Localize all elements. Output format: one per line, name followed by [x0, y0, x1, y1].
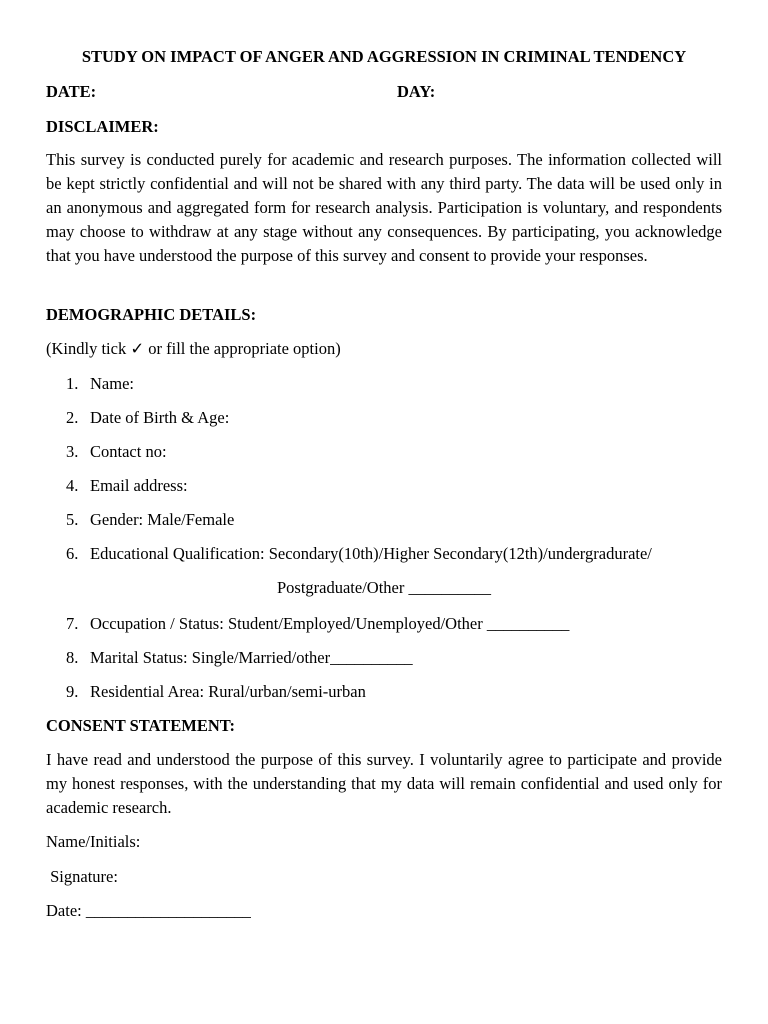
item-6-continuation: Postgraduate/Other __________	[276, 578, 491, 597]
item-text: Residential Area: Rural/urban/semi-urban	[90, 682, 366, 701]
item-text: Gender: Male/Female	[90, 510, 235, 529]
item-text: Contact no:	[90, 442, 167, 461]
list-item	[66, 408, 229, 428]
list-item	[66, 374, 134, 394]
item-number: 1.	[66, 374, 79, 393]
item-number: 7.	[66, 614, 79, 633]
item-number: 9.	[66, 682, 79, 701]
item-text: Educational Qualification: Secondary(10th)/Higher Secondary(12th)/undergradurate/	[90, 544, 652, 563]
consent-heading: CONSENT STATEMENT:	[46, 716, 236, 735]
document-title: STUDY ON IMPACT OF ANGER AND AGGRESSION IN CRIMINAL TENDENCY	[81, 47, 687, 66]
signature-field: Signature:	[46, 867, 118, 886]
item-number: 4.	[66, 476, 79, 495]
item-text: Name:	[90, 374, 134, 393]
consent-date-field: Date: ____________________	[46, 901, 251, 920]
disclaimer-text: This survey is conducted purely for academic and research purposes. The information collected will be kept strictly confidential and will not be shared with any third party. The data will be used only in an anonymous and aggregated form for research analysis. Participation is voluntary, and respondents may choose to withdraw at any stage without any consequences. By participating, you acknowledge that you have understood the purpose of this survey and consent to provide your responses.	[46, 150, 722, 265]
list-item	[66, 476, 188, 496]
item-number: 5.	[66, 510, 79, 529]
demographics-instruction: (Kindly tick ✓ or fill the appropriate option)	[46, 339, 341, 358]
item-text: Marital Status: Single/Married/other__________	[90, 648, 413, 667]
day-label: DAY:	[397, 82, 436, 101]
item-number: 8.	[66, 648, 79, 667]
item-text: Occupation / Status: Student/Employed/Unemployed/Other __________	[90, 614, 570, 633]
disclaimer-heading: DISCLAIMER:	[46, 117, 159, 136]
item-number: 2.	[66, 408, 79, 427]
consent-text: I have read and understood the purpose of this survey. I voluntarily agree to participate and provide my honest responses, with the understanding that my data will remain confidential and used only for academic research.	[46, 750, 722, 817]
date-label: DATE:	[46, 82, 97, 101]
list-item	[66, 510, 234, 530]
date-day-row	[46, 82, 726, 102]
name-initials-field: Name/Initials:	[46, 832, 141, 851]
item-number: 3.	[66, 442, 79, 461]
list-item	[66, 544, 652, 564]
demographics-heading: DEMOGRAPHIC DETAILS:	[46, 305, 257, 324]
list-item	[66, 682, 366, 702]
item-text: Email address:	[90, 476, 188, 495]
item-number: 6.	[66, 544, 79, 563]
list-item	[66, 648, 413, 668]
list-item	[66, 614, 569, 634]
item-text: Date of Birth & Age:	[90, 408, 230, 427]
list-item	[66, 442, 167, 462]
